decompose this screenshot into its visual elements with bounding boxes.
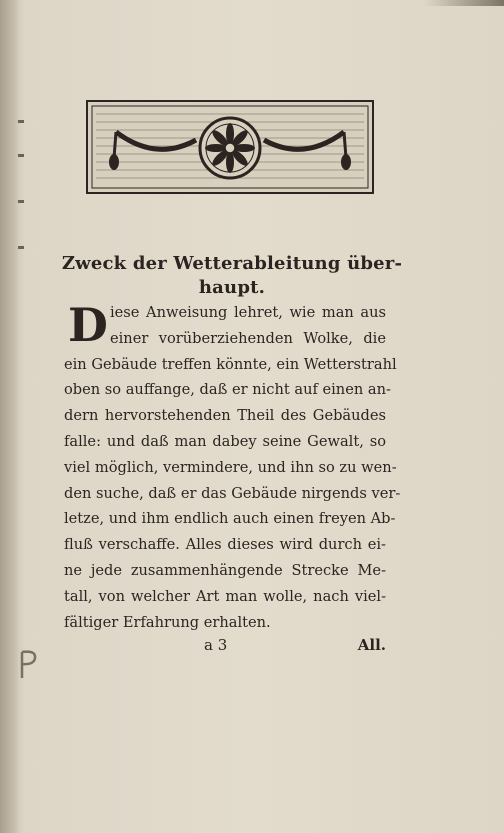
text-line: ne jede zusammenhängende Strecke Me-	[64, 561, 386, 579]
page-top-shadow	[424, 0, 504, 6]
stamp-mark-icon	[18, 648, 40, 680]
heading-line-2: haupt.	[198, 277, 266, 298]
text-line: den suche, daß er das Gebäude nirgends ver-	[64, 484, 401, 502]
text-line: falle: und daß man dabey seine Gewalt, so	[64, 432, 386, 450]
text-line: ein Gebäude treffen könnte, ein Wetterstrahl	[64, 355, 397, 373]
text-line: fluß verschaffe. Alles dieses wird durch ei-	[64, 536, 386, 554]
chapter-heading	[60, 252, 404, 300]
drop-cap: D	[68, 298, 108, 352]
gutter-stitch-marks	[16, 120, 28, 250]
text-line: einer vorüberziehenden Wolke, die	[110, 329, 386, 347]
text-line: tall, von welcher Art man wolle, nach viel-	[64, 587, 386, 605]
text-line: viel möglich, vermindere, und ihn so zu wen-	[64, 458, 397, 476]
text-line: dern hervorstehenden Theil des Gebäudes	[64, 407, 386, 425]
catchword: All.	[357, 636, 386, 654]
text-line: oben so auffange, daß er nicht auf einen an-	[64, 381, 391, 399]
text-line: iese Anweisung lehret, wie man aus	[110, 304, 386, 321]
text-line: fältiger Erfahrung erhalten.	[64, 613, 271, 631]
body-paragraph	[64, 300, 401, 635]
signature-mark: a 3	[204, 636, 228, 654]
heading-line-1: Zweck der Wetterableitung über-	[61, 253, 403, 274]
text-line: letze, und ihm endlich auch einen freyen Ab-	[64, 510, 396, 528]
page-footer	[64, 636, 386, 660]
ornamental-vignette	[86, 100, 374, 194]
